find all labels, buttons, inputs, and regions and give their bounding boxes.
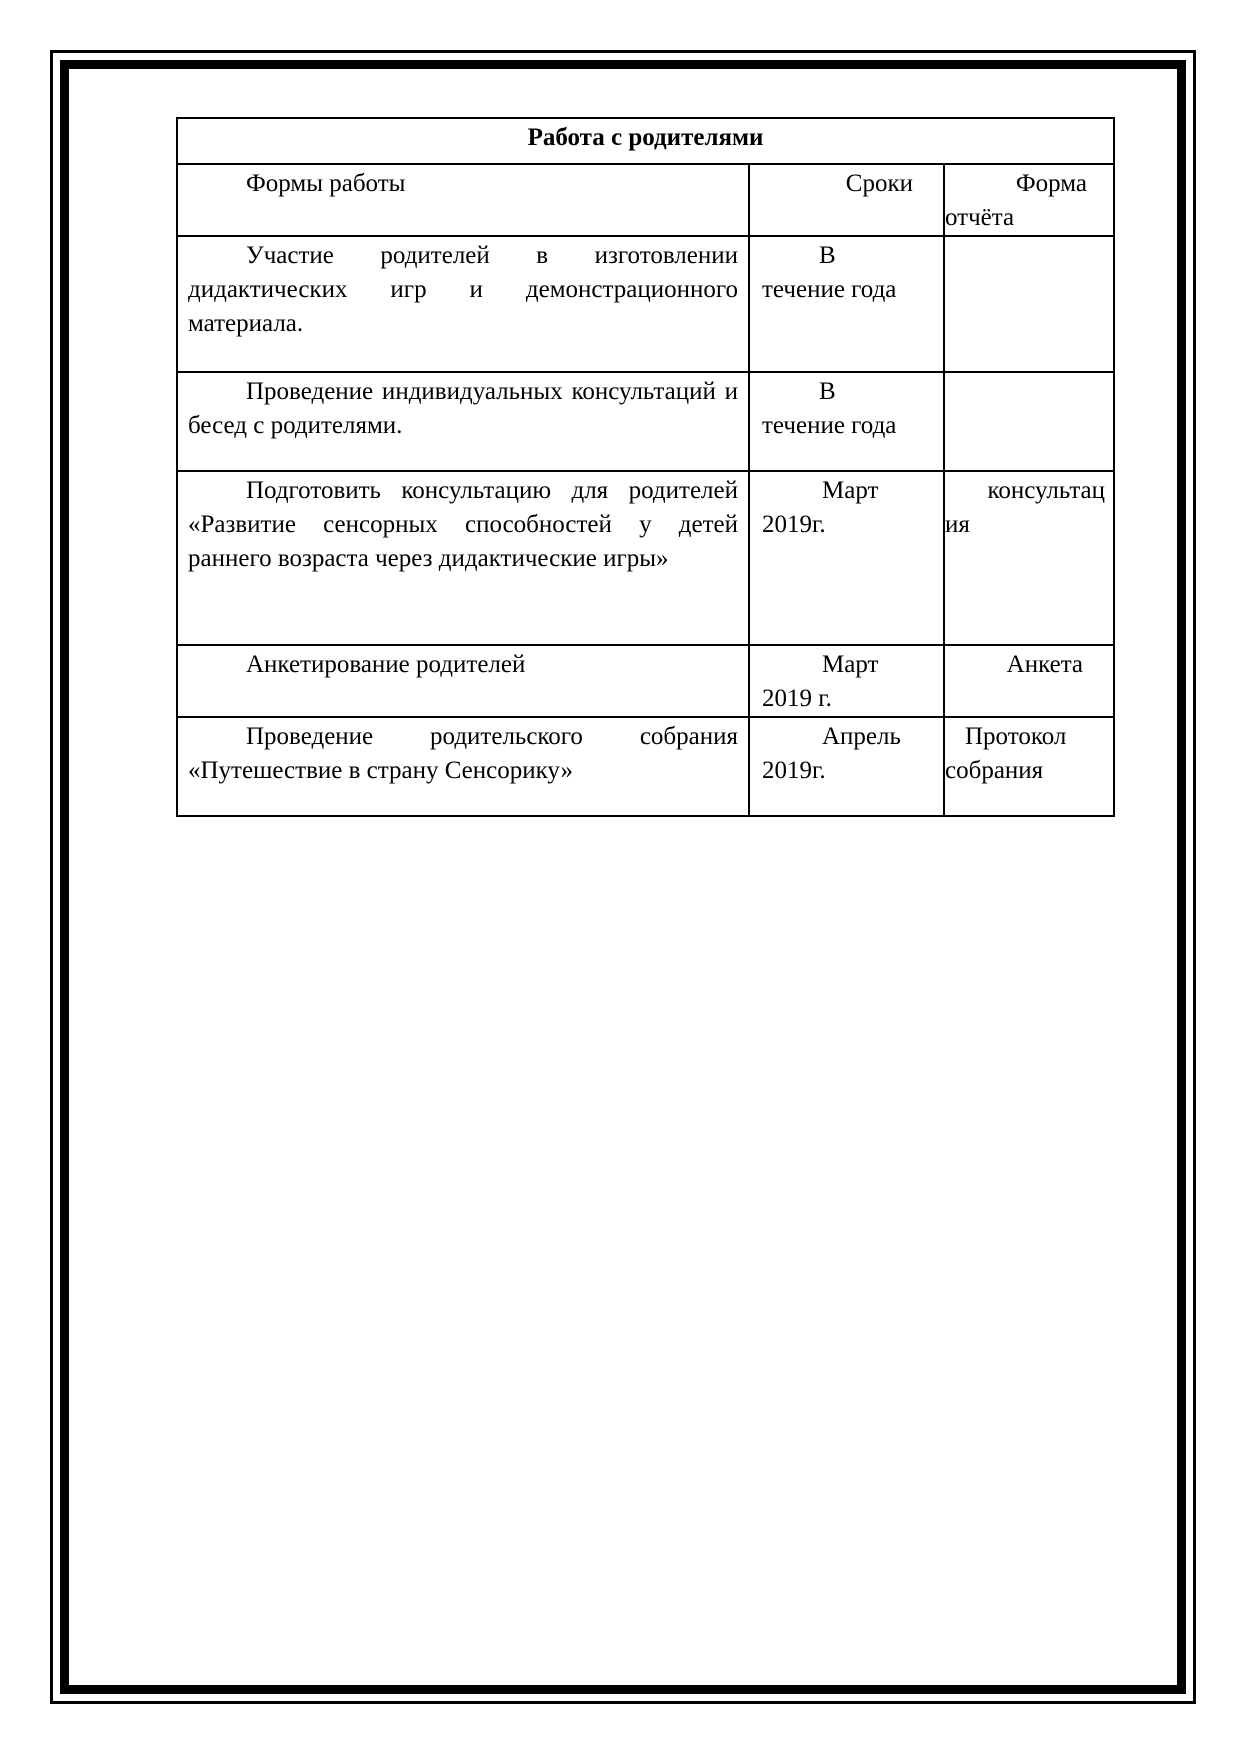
row-term-line2: 2019г. [762,757,826,784]
row-report [944,471,1114,645]
row-report-line1: Протокол [965,723,1067,750]
row-term-line1: Апрель [822,723,901,750]
row-term [749,717,944,816]
header-report [944,164,1114,236]
row-form: Анкетирование родителей [177,645,749,717]
row-report-line1: консультац [987,477,1106,504]
header-terms: Сроки [749,164,944,236]
row-form: Проведение индивидуальных консультаций и бесед с родителями. [177,372,749,471]
row-report [944,372,1114,471]
row-term-line2: течение года [762,412,897,439]
row-term [749,471,944,645]
row-form: Проведение родительского собрания «Путешествие в страну Сенсорику» [177,717,749,816]
row-term-line1: Март [822,651,879,678]
row-term-line2: 2019 г. [762,685,832,712]
row-report [944,645,1114,717]
table-title-row [177,118,1114,164]
table-row [177,717,1114,816]
table-row [177,236,1114,372]
table-row [177,471,1114,645]
row-report [944,717,1114,816]
table-row [177,372,1114,471]
row-report-line2: ия [945,511,970,538]
header-forms: Формы работы [177,164,749,236]
row-term [749,372,944,471]
row-report-line2: собрания [945,757,1044,784]
row-report-line1: Анкета [1006,651,1084,678]
parent-work-table [176,117,1115,817]
row-report [944,236,1114,372]
row-term-line2: 2019г. [762,511,826,538]
row-form: Подготовить консультацию для родителей «Развитие сенсорных способностей у детей раннего возраста через дидактические игры» [177,471,749,645]
row-term [749,645,944,717]
header-report-line1: Форма [1015,170,1088,197]
row-term-line2: течение года [762,276,897,303]
table-row [177,645,1114,717]
header-report-line2: отчёта [945,204,1015,231]
table-title: Работа с родителями [177,118,1114,164]
row-term-line1: В [819,378,836,405]
row-term [749,236,944,372]
row-term-line1: В [819,242,836,269]
table-header-row [177,164,1114,236]
row-term-line1: Март [822,477,879,504]
row-form: Участие родителей в изготовлении дидактических игр и демонстрационного материала. [177,236,749,372]
